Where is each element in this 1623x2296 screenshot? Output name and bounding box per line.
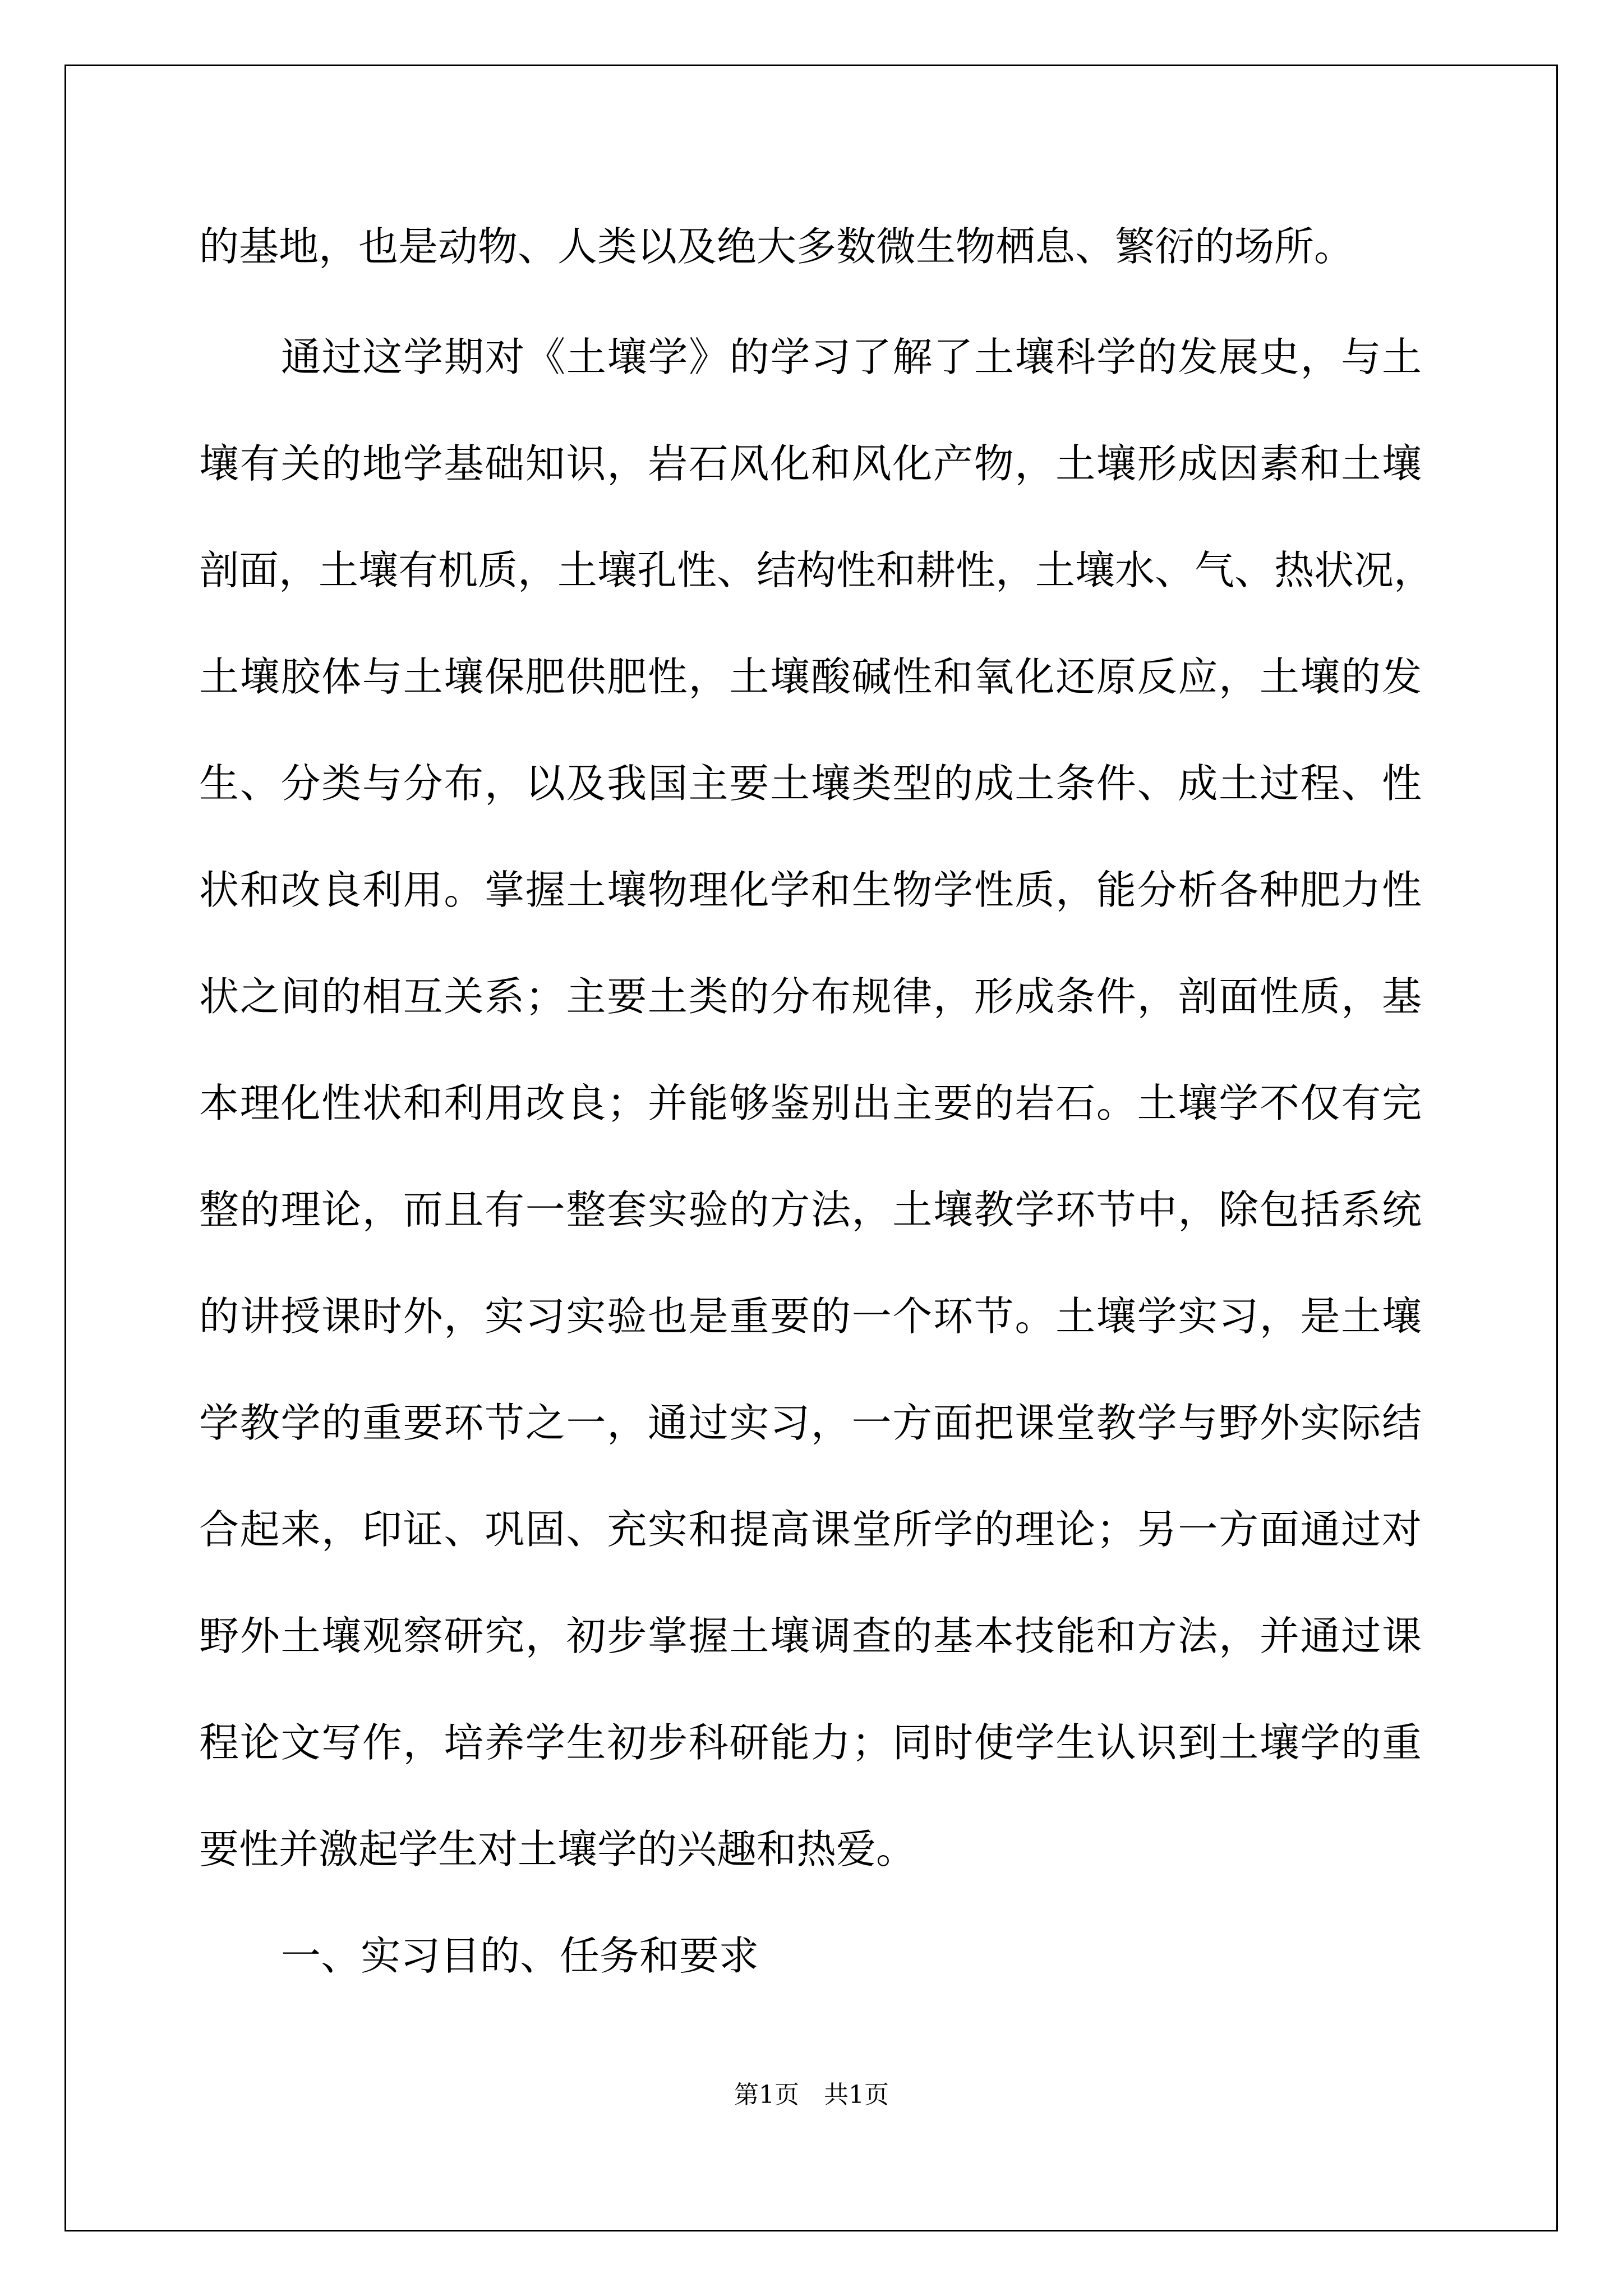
text-line-16: 要性并激起学生对土壤学的兴趣和热爱。 xyxy=(199,1826,916,1872)
text-line-6: 生、分类与分布，以及我国主要土壤类型的成土条件、成土过程、性 xyxy=(199,760,1422,807)
page-footer: 第1页 共1页 xyxy=(734,2081,889,2109)
text-line-10: 整的理论，而且有一整套实验的方法，土壤教学环节中，除包括系统 xyxy=(199,1186,1422,1233)
section-heading: 一、实习目的、任务和要求 xyxy=(281,1932,759,1979)
text-line-3: 壤有关的地学基础知识，岩石风化和风化产物，土壤形成因素和土壤 xyxy=(199,440,1422,487)
text-line-12: 学教学的重要环节之一，通过实习，一方面把课堂教学与野外实际结 xyxy=(199,1400,1422,1446)
text-line-7: 状和改良利用。掌握土壤物理化学和生物学性质，能分析各种肥力性 xyxy=(199,867,1422,913)
text-line-4: 剖面，土壤有机质，土壤孔性、结构性和耕性，土壤水、气、热状况， xyxy=(199,547,1434,593)
text-line-9: 本理化性状和利用改良；并能够鉴别出主要的岩石。土壤学不仅有完 xyxy=(199,1080,1422,1126)
text-line-13: 合起来，印证、巩固、充实和提高课堂所学的理论；另一方面通过对 xyxy=(199,1506,1422,1553)
text-line-2: 通过这学期对《土壤学》的学习了解了土壤科学的发展史，与土 xyxy=(281,334,1422,380)
page-border xyxy=(64,65,1558,2231)
text-line-15: 程论文写作，培养学生初步科研能力；同时使学生认识到土壤学的重 xyxy=(199,1719,1422,1766)
text-line-5: 土壤胶体与土壤保肥供肥性，土壤酸碱性和氧化还原反应，土壤的发 xyxy=(199,654,1422,700)
text-line-8: 状之间的相互关系；主要土类的分布规律，形成条件，剖面性质，基 xyxy=(199,973,1422,1020)
text-line-1: 的基地，也是动物、人类以及绝大多数微生物栖息、繁衍的场所。 xyxy=(199,223,1354,270)
text-line-14: 野外土壤观察研究，初步掌握土壤调查的基本技能和方法，并通过课 xyxy=(199,1613,1422,1659)
text-line-11: 的讲授课时外，实习实验也是重要的一个环节。土壤学实习，是土壤 xyxy=(199,1293,1422,1340)
